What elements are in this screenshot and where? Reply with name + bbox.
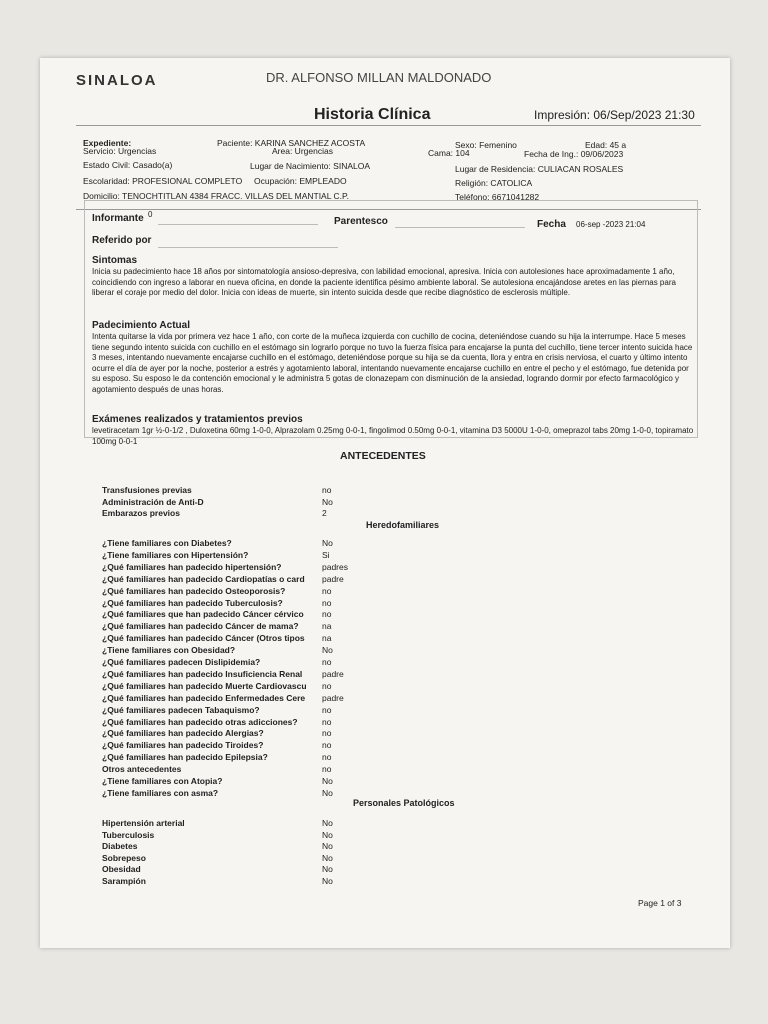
history-question: ¿Qué familiares que han padecido Cáncer cérvico — [102, 609, 304, 620]
history-question: Embarazos previos — [102, 508, 180, 518]
area: Area: Urgencias — [272, 146, 333, 156]
patologicos-title: Personales Patológicos — [353, 798, 455, 808]
examenes-title: Exámenes realizados y tratamientos previos — [92, 414, 303, 425]
history-answer: na — [322, 621, 332, 632]
history-question: ¿Qué familiares han padecido Cardiopatías o card — [102, 573, 305, 584]
history-answer: no — [322, 485, 332, 495]
referido-line — [158, 247, 338, 248]
history-question: ¿Qué familiares padecen Dislipidemia? — [102, 657, 261, 667]
history-answer: no — [322, 680, 332, 691]
referido-label: Referido por — [92, 235, 152, 246]
history-question: ¿Qué familiares han padecido Tiroides? — [102, 740, 264, 751]
history-question: ¿Tiene familiares con Atopia? — [102, 776, 223, 786]
history-question: ¿Qué familiares han padecido Insuficiencia Renal — [102, 668, 303, 679]
paciente: Paciente: KARINA SANCHEZ ACOSTA — [217, 138, 366, 148]
history-question: ¿Tiene familiares con asma? — [102, 787, 219, 798]
fecha-ingreso: Fecha de Ing.: 09/06/2023 — [524, 149, 624, 159]
escolaridad: Escolaridad: PROFESIONAL COMPLETO — [83, 176, 243, 186]
padecimiento-text: Intenta quitarse la vida por primera vez hace 1 año, con corte de la muñeca izquierda con cuchillo de cocina, deteniéndose cuando su hija la interrumpe. Hace 5 meses tiene segundo intento suicida con cuchillo en el estómago sin lograrlo porque no tuvo la fuerza física para encajarse la punta del cuchillo, tiene tercer intento suicida hace 3 meses, intentando nuevamente encajarse cuchillo en el estómago, deteniéndose porque su hija se da cuenta, llora y entra en crisis nerviosa, el cuarto y último intento ocurre el día de ayer por la noche, posterior a estrés y agotamiento laboral, intentando nuevamente encajarse cuchillo en entre el pecho y el estómago, fue detenida por su esposo. Su esposo le da contención emocional y le administra 5 gotas de clonazepam con disminución de la ansiedad, logrando dormir por efecto farmacológico y agotamiento después de unas horas. — [92, 332, 693, 394]
history-answer: na — [322, 633, 332, 644]
history-question: ¿Qué familiares han padecido Enfermedades Cere — [102, 692, 306, 703]
document-page — [40, 58, 730, 948]
history-answer: no — [322, 704, 332, 715]
history-question: ¿Qué familiares han padecido otras adicciones? — [102, 716, 298, 727]
history-question: ¿Qué familiares han padecido Cáncer (Otros tipos — [102, 633, 305, 644]
history-answer: No — [322, 538, 333, 548]
history-answer: padre — [322, 668, 344, 679]
history-question: ¿Qué familiares han padecido Cáncer de mama? — [102, 621, 299, 632]
history-answer: No — [322, 864, 333, 875]
history-answer: 2 — [322, 508, 327, 518]
fecha-value: 06-sep -2023 21:04 — [576, 220, 646, 229]
history-answer: Si — [322, 549, 330, 560]
servicio: Servicio: Urgencias — [83, 146, 157, 156]
history-question: Diabetes — [102, 841, 138, 852]
history-answer: No — [322, 829, 333, 840]
telefono: Teléfono: 6671041282 — [455, 192, 540, 202]
history-question: Sarampión — [102, 876, 146, 886]
history-question: Sobrepeso — [102, 852, 146, 863]
history-question: ¿Qué familiares han padecido Tuberculosis? — [102, 597, 283, 608]
history-answer: padre — [322, 692, 344, 703]
history-question: ¿Qué familiares han padecido hipertensión? — [102, 561, 282, 572]
history-question: ¿Qué familiares han padecido Muerte Cardiovascu — [102, 680, 307, 691]
informante-value: 0 — [148, 210, 153, 219]
history-answer: No — [322, 776, 333, 786]
lugar-nacimiento: Lugar de Nacimiento: SINALOA — [250, 161, 371, 171]
fecha-label: Fecha — [537, 219, 566, 230]
history-answer: no — [322, 609, 332, 620]
parentesco-line — [395, 227, 525, 228]
history-answer: No — [322, 818, 333, 828]
informante-line — [158, 224, 318, 225]
history-question: ¿Qué familiares padecen Tabaquismo? — [102, 704, 260, 715]
religion: Religión: CATOLICA — [455, 178, 533, 188]
padecimiento-title: Padecimiento Actual — [92, 320, 190, 331]
expediente-label: Expediente: — [83, 138, 132, 148]
history-answer: padre — [322, 573, 344, 584]
history-question: ¿Qué familiares han padecido Osteoporosis? — [102, 585, 286, 596]
history-question: ¿Tiene familiares con Hipertensión? — [102, 549, 249, 560]
examenes-text: levetiracetam 1gr ½-0-1/2 , Duloxetina 60mg 1-0-0, Alprazolam 0.25mg 0-0-1, fingolimod 0.50mg 0-0-1, vitamina D3 5000U 1-0-0, omeprazol tabs 20mg 1-0-0, topiramato 100mg 0-0-1 — [92, 426, 694, 446]
history-answer: padres — [322, 561, 348, 572]
history-question: ¿Tiene familiares con Obesidad? — [102, 645, 236, 656]
history-question: Administración de Anti-D — [102, 496, 204, 507]
history-answer: no — [322, 657, 332, 667]
ocupacion: Ocupación: EMPLEADO — [254, 176, 347, 186]
history-answer: no — [322, 752, 332, 763]
history-question: ¿Qué familiares han padecido Epilepsia? — [102, 752, 268, 763]
doctor-name: DR. ALFONSO MILLAN MALDONADO — [266, 70, 492, 85]
history-question: Transfusiones previas — [102, 485, 192, 495]
page-number: Page 1 of 3 — [638, 898, 682, 908]
history-question: Hipertensión arterial — [102, 818, 185, 828]
history-answer: no — [322, 597, 332, 608]
lugar-residencia: Lugar de Residencia: CULIACAN ROSALES — [455, 164, 624, 174]
antecedentes-title: ANTECEDENTES — [340, 450, 426, 462]
sexo: Sexo: Femenino — [455, 140, 517, 150]
informante-label: Informante — [92, 213, 144, 224]
org-name: SINALOA — [76, 72, 158, 89]
history-answer: no — [322, 740, 332, 751]
history-answer: No — [322, 787, 333, 798]
heredofamiliares-title: Heredofamiliares — [366, 520, 440, 530]
history-question: Tuberculosis — [102, 829, 155, 840]
history-answer: No — [322, 852, 333, 863]
domicilio: Domicilio: TENOCHTITLAN 4384 FRACC. VILLAS DEL MANTIAL C.P. — [83, 191, 349, 201]
history-answer: No — [322, 645, 333, 656]
history-question: Obesidad — [102, 864, 141, 875]
history-question: ¿Tiene familiares con Diabetes? — [102, 538, 232, 548]
parentesco-label: Parentesco — [334, 216, 388, 227]
history-answer: no — [322, 585, 332, 596]
clinical-summary-box — [84, 200, 698, 438]
history-answer: no — [322, 728, 332, 739]
history-answer: No — [322, 496, 333, 507]
cama: Cama: 104 — [428, 148, 470, 158]
history-answer: no — [322, 764, 332, 775]
history-answer: No — [322, 841, 333, 852]
history-question: ¿Qué familiares han padecido Alergias? — [102, 728, 264, 739]
history-answer: no — [322, 716, 332, 727]
history-answer: No — [322, 876, 333, 886]
estado-civil: Estado Civil: Casado(a) — [83, 160, 173, 170]
edad: Edad: 45 a — [585, 140, 627, 150]
sintomas-title: Sintomas — [92, 255, 138, 266]
page-title: Historia Clínica — [314, 106, 431, 123]
history-question: Otros antecedentes — [102, 764, 182, 775]
sintomas-text: Inicia su padecimiento hace 18 años por sintomatología ansioso-depresiva, con labilidad emocional, apresiva. Inicia con autolesiones hace aproximadamente 1 año, coincidiendo con ingreso a laborar en nueva oficina, en donde la paciente identifica pésimo ambiente laboral. Se autolesiona encajándose aretes en las piernas para liberar el coraje por medio del dolor. Inicia con ideas de muerte, sin intento suicida desde que recibe diagnóstico de esclerosis múltiple. — [92, 267, 676, 298]
print-date: Impresión: 06/Sep/2023 21:30 — [534, 108, 695, 122]
